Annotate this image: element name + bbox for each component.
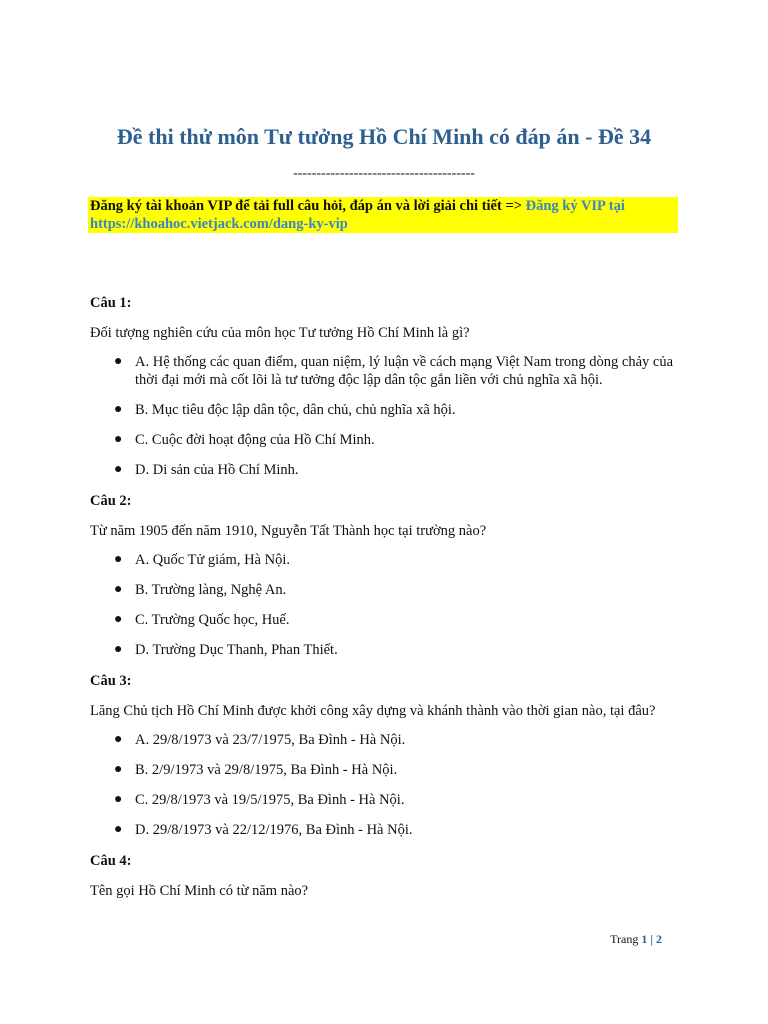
page-title: Đề thi thử môn Tư tưởng Hồ Chí Minh có đáp án - Đề 34 bbox=[116, 124, 652, 149]
bullet-icon: ● bbox=[114, 354, 123, 369]
option-text: B. 2/9/1973 và 29/8/1975, Ba Đình - Hà Nội. bbox=[135, 762, 398, 778]
question-1 bbox=[90, 294, 690, 479]
option-text: C. Trường Quốc học, Huế. bbox=[135, 612, 290, 628]
question-text: Từ năm 1905 đến năm 1910, Nguyễn Tất Thành học tại trường nào? bbox=[90, 523, 487, 539]
option-text: D. Di sản của Hồ Chí Minh. bbox=[135, 462, 299, 478]
bullet-icon: ● bbox=[114, 432, 123, 447]
option-text: A. Quốc Tử giám, Hà Nội. bbox=[135, 552, 290, 568]
option-item bbox=[90, 461, 690, 479]
question-label: Câu 4: bbox=[90, 853, 132, 869]
question-2 bbox=[90, 492, 690, 659]
option-item bbox=[90, 761, 690, 779]
option-item bbox=[90, 581, 690, 599]
vip-banner bbox=[88, 197, 678, 233]
option-list bbox=[90, 551, 690, 659]
page-label: Trang bbox=[610, 932, 639, 946]
separator-line: --------------------------------------- bbox=[293, 166, 475, 181]
option-text: D. Trường Dục Thanh, Phan Thiết. bbox=[135, 642, 338, 658]
option-text: A. 29/8/1973 và 23/7/1975, Ba Đình - Hà Nội. bbox=[135, 732, 406, 748]
question-4 bbox=[90, 852, 690, 900]
option-item bbox=[90, 353, 690, 389]
bullet-icon: ● bbox=[114, 762, 123, 777]
bullet-icon: ● bbox=[114, 642, 123, 657]
option-text: B. Mục tiêu độc lập dân tộc, dân chủ, chủ nghĩa xã hội. bbox=[135, 402, 456, 418]
current-page-number: 1 bbox=[641, 932, 648, 946]
option-item bbox=[90, 731, 690, 749]
bullet-icon: ● bbox=[114, 582, 123, 597]
bullet-icon: ● bbox=[114, 732, 123, 747]
question-text: Đối tượng nghiên cứu của môn học Tư tưởng Hồ Chí Minh là gì? bbox=[90, 325, 470, 341]
question-label: Câu 3: bbox=[90, 673, 132, 689]
option-text: C. Cuộc đời hoạt động của Hồ Chí Minh. bbox=[135, 432, 375, 448]
option-item bbox=[90, 641, 690, 659]
bullet-icon: ● bbox=[114, 462, 123, 477]
option-text: A. Hệ thống các quan điểm, quan niệm, lý luận về cách mạng Việt Nam trong dòng chảy của thời đại mới mà cốt lõi là tư tưởng độc lập dân tộc gắn liền với chủ nghĩa xã hội. bbox=[135, 354, 674, 388]
option-list bbox=[90, 731, 690, 839]
option-list bbox=[90, 353, 690, 479]
option-text: D. 29/8/1973 và 22/12/1976, Ba Đình - Hà Nội. bbox=[135, 822, 413, 838]
option-item bbox=[90, 551, 690, 569]
vip-register-link[interactable]: Đăng ký VIP tại https://khoahoc.vietjack.com/dang-ky-vip bbox=[90, 198, 625, 232]
question-label: Câu 1: bbox=[90, 295, 132, 311]
question-label: Câu 2: bbox=[90, 493, 132, 509]
question-3 bbox=[90, 672, 690, 839]
option-item bbox=[90, 401, 690, 419]
bullet-icon: ● bbox=[114, 792, 123, 807]
question-text: Lăng Chủ tịch Hồ Chí Minh được khởi công xây dựng và khánh thành vào thời gian nào, tại đâu? bbox=[90, 703, 656, 719]
option-item bbox=[90, 791, 690, 809]
option-text: C. 29/8/1973 và 19/5/1975, Ba Đình - Hà Nội. bbox=[135, 792, 405, 808]
question-text: Tên gọi Hồ Chí Minh có từ năm nào? bbox=[90, 883, 309, 899]
page-divider: | bbox=[650, 932, 653, 946]
option-item bbox=[90, 611, 690, 629]
bullet-icon: ● bbox=[114, 402, 123, 417]
questions-list bbox=[90, 294, 690, 913]
bullet-icon: ● bbox=[114, 612, 123, 627]
option-text: B. Trường làng, Nghệ An. bbox=[135, 582, 287, 598]
option-item bbox=[90, 431, 690, 449]
total-pages: 2 bbox=[656, 932, 662, 946]
vip-banner-text: Đăng ký tài khoản VIP để tải full câu hỏi, đáp án và lời giải chi tiết => bbox=[90, 198, 522, 214]
option-item bbox=[90, 821, 690, 839]
bullet-icon: ● bbox=[114, 822, 123, 837]
bullet-icon: ● bbox=[114, 552, 123, 567]
page-number-footer bbox=[610, 932, 662, 947]
